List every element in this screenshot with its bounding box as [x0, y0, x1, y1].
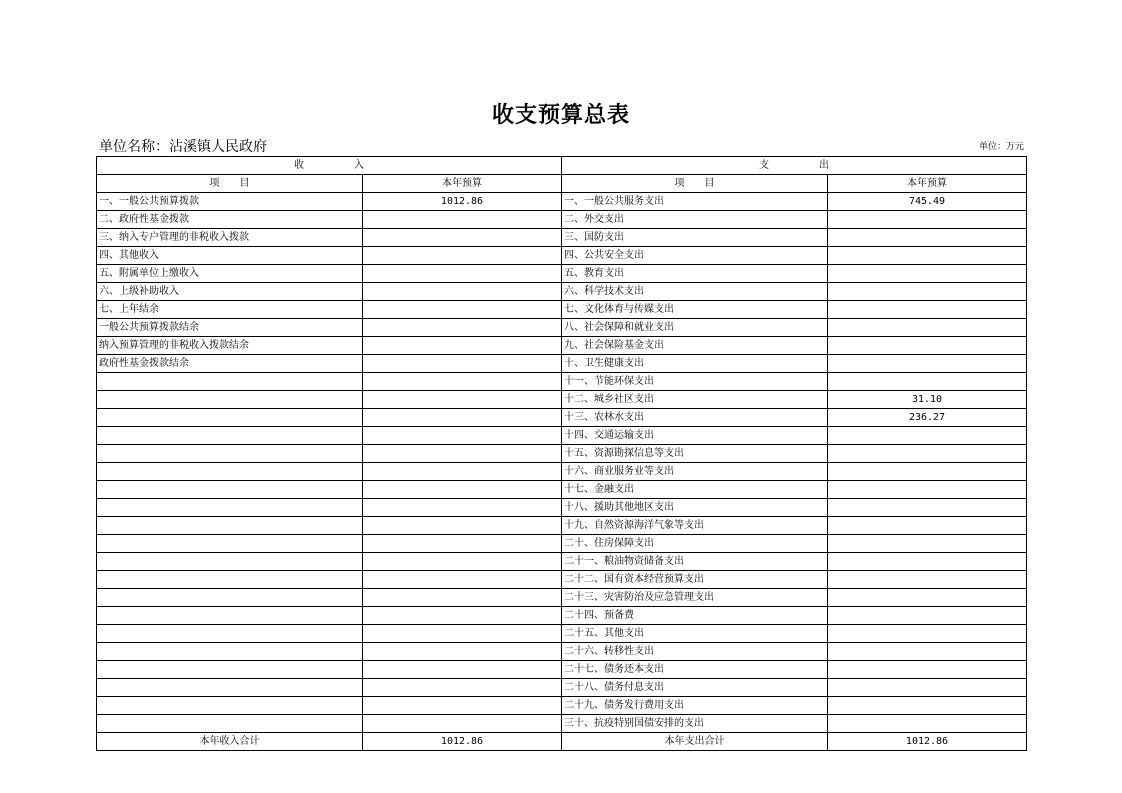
- income-value-cell: [363, 517, 562, 535]
- income-value-cell: [363, 283, 562, 301]
- expense-header: 支 出: [562, 157, 1027, 175]
- total-income-value: 1012.86: [363, 733, 562, 751]
- income-item-cell: [97, 373, 363, 391]
- income-item-cell: [97, 679, 363, 697]
- table-row: [97, 589, 1027, 607]
- income-value-cell: [363, 589, 562, 607]
- income-item-cell: [97, 571, 363, 589]
- income-value-cell: [363, 661, 562, 679]
- income-value-cell: [363, 499, 562, 517]
- income-value-cell: [363, 607, 562, 625]
- table-row: [97, 643, 1027, 661]
- income-item-cell: [97, 517, 363, 535]
- expense-value-cell: [828, 247, 1027, 265]
- table-row: [97, 265, 1027, 283]
- expense-item-cell: 六、科学技术支出: [562, 283, 828, 301]
- expense-item-cell: 十九、自然资源海洋气象等支出: [562, 517, 828, 535]
- expense-value-cell: [828, 265, 1027, 283]
- income-item-cell: 政府性基金拨款结余: [97, 355, 363, 373]
- expense-item-cell: 二十五、其他支出: [562, 625, 828, 643]
- expense-value-cell: [828, 571, 1027, 589]
- income-item-cell: [97, 589, 363, 607]
- income-item-cell: 纳入预算管理的非税收入拨款结余: [97, 337, 363, 355]
- expense-item-header: 项 目: [562, 175, 828, 193]
- income-value-cell: [363, 625, 562, 643]
- expense-item-cell: 十、卫生健康支出: [562, 355, 828, 373]
- table-row: [97, 463, 1027, 481]
- expense-item-cell: 二十二、国有资本经营预算支出: [562, 571, 828, 589]
- table-row: [97, 481, 1027, 499]
- table-row: [97, 409, 1027, 427]
- expense-item-cell: 十二、城乡社区支出: [562, 391, 828, 409]
- unit-label: 单位：万元: [978, 142, 1024, 152]
- income-item-cell: [97, 445, 363, 463]
- totals-row: [97, 733, 1027, 751]
- income-item-cell: [97, 661, 363, 679]
- expense-value-cell: 236.27: [828, 409, 1027, 427]
- expense-item-cell: 十四、交通运输支出: [562, 427, 828, 445]
- income-item-cell: [97, 427, 363, 445]
- income-item-cell: [97, 409, 363, 427]
- expense-item-cell: 二十三、灾害防治及应急管理支出: [562, 589, 828, 607]
- income-value-cell: [363, 697, 562, 715]
- expense-value-cell: [828, 679, 1027, 697]
- table-row: [97, 679, 1027, 697]
- income-value-cell: [363, 247, 562, 265]
- table-row: [97, 661, 1027, 679]
- expense-value-cell: [828, 301, 1027, 319]
- income-value-cell: [363, 445, 562, 463]
- expense-item-cell: 二十四、预备费: [562, 607, 828, 625]
- expense-item-cell: 十八、援助其他地区支出: [562, 499, 828, 517]
- income-value-cell: [363, 211, 562, 229]
- total-expense-label: 本年支出合计: [562, 733, 828, 751]
- income-item-header: 项 目: [97, 175, 363, 193]
- table-row: [97, 607, 1027, 625]
- expense-value-cell: [828, 535, 1027, 553]
- expense-item-cell: 十六、商业服务业等支出: [562, 463, 828, 481]
- income-value-cell: [363, 715, 562, 733]
- expense-item-cell: 四、公共安全支出: [562, 247, 828, 265]
- income-value-cell: [363, 265, 562, 283]
- income-item-cell: 七、上年结余: [97, 301, 363, 319]
- expense-item-cell: 七、文化体育与传媒支出: [562, 301, 828, 319]
- income-value-cell: [363, 301, 562, 319]
- expense-value-cell: [828, 661, 1027, 679]
- table-body: [97, 157, 1027, 751]
- income-value-cell: [363, 571, 562, 589]
- income-item-cell: [97, 535, 363, 553]
- total-expense-value: 1012.86: [828, 733, 1027, 751]
- income-item-cell: 六、上级补助收入: [97, 283, 363, 301]
- income-item-cell: [97, 463, 363, 481]
- expense-item-cell: 十一、节能环保支出: [562, 373, 828, 391]
- income-item-cell: 三、纳入专户管理的非税收入拨款: [97, 229, 363, 247]
- table-row: [97, 499, 1027, 517]
- expense-value-cell: [828, 283, 1027, 301]
- expense-value-cell: [828, 463, 1027, 481]
- expense-value-cell: [828, 643, 1027, 661]
- income-item-cell: [97, 643, 363, 661]
- expense-value-cell: [828, 625, 1027, 643]
- expense-item-cell: 二十九、债务发行费用支出: [562, 697, 828, 715]
- table-row: [97, 445, 1027, 463]
- table-row: [97, 427, 1027, 445]
- income-value-cell: [363, 535, 562, 553]
- income-budget-header: 本年预算: [363, 175, 562, 193]
- income-item-cell: 五、附属单位上缴收入: [97, 265, 363, 283]
- expense-item-cell: 二十七、债务还本支出: [562, 661, 828, 679]
- income-item-cell: 二、政府性基金拨款: [97, 211, 363, 229]
- section-header-row: [97, 157, 1027, 175]
- expense-value-cell: [828, 607, 1027, 625]
- table-row: [97, 229, 1027, 247]
- income-value-cell: [363, 373, 562, 391]
- expense-item-cell: 二十六、转移性支出: [562, 643, 828, 661]
- income-item-cell: [97, 697, 363, 715]
- expense-value-cell: [828, 337, 1027, 355]
- table-row: [97, 517, 1027, 535]
- income-item-cell: [97, 715, 363, 733]
- income-item-cell: [97, 481, 363, 499]
- table-row: [97, 373, 1027, 391]
- expense-item-cell: 十三、农林水支出: [562, 409, 828, 427]
- expense-value-cell: [828, 589, 1027, 607]
- income-value-cell: 1012.86: [363, 193, 562, 211]
- table-row: [97, 319, 1027, 337]
- unit-name: 单位名称：沾溪镇人民政府: [99, 139, 267, 155]
- income-value-cell: [363, 679, 562, 697]
- table-row: [97, 283, 1027, 301]
- expense-budget-header: 本年预算: [828, 175, 1027, 193]
- income-item-cell: [97, 625, 363, 643]
- expense-value-cell: [828, 211, 1027, 229]
- income-value-cell: [363, 481, 562, 499]
- expense-item-cell: 三十、抗疫特别国债安排的支出: [562, 715, 828, 733]
- expense-item-cell: 十五、资源勘探信息等支出: [562, 445, 828, 463]
- table-row: [97, 301, 1027, 319]
- income-item-cell: [97, 607, 363, 625]
- table-row: [97, 355, 1027, 373]
- table-row: [97, 247, 1027, 265]
- income-value-cell: [363, 229, 562, 247]
- income-value-cell: [363, 319, 562, 337]
- income-value-cell: [363, 553, 562, 571]
- expense-value-cell: [828, 499, 1027, 517]
- income-item-cell: 四、其他收入: [97, 247, 363, 265]
- expense-item-cell: 五、教育支出: [562, 265, 828, 283]
- table-row: [97, 553, 1027, 571]
- budget-table: [96, 156, 1027, 751]
- expense-value-cell: [828, 481, 1027, 499]
- income-item-cell: [97, 499, 363, 517]
- expense-value-cell: [828, 445, 1027, 463]
- table-row: [97, 337, 1027, 355]
- expense-item-cell: 二十一、粮油物资储备支出: [562, 553, 828, 571]
- income-value-cell: [363, 355, 562, 373]
- expense-value-cell: [828, 517, 1027, 535]
- expense-value-cell: [828, 355, 1027, 373]
- expense-item-cell: 一、一般公共服务支出: [562, 193, 828, 211]
- expense-item-cell: 九、社会保险基金支出: [562, 337, 828, 355]
- expense-value-cell: [828, 319, 1027, 337]
- table-row: [97, 697, 1027, 715]
- income-item-cell: 一、一般公共预算拨款: [97, 193, 363, 211]
- income-value-cell: [363, 391, 562, 409]
- table-row: [97, 571, 1027, 589]
- income-value-cell: [363, 409, 562, 427]
- table-row: [97, 535, 1027, 553]
- income-item-cell: 一般公共预算拨款结余: [97, 319, 363, 337]
- expense-item-cell: 二、外交支出: [562, 211, 828, 229]
- expense-item-cell: 二十、住房保障支出: [562, 535, 828, 553]
- expense-item-cell: 三、国防支出: [562, 229, 828, 247]
- income-value-cell: [363, 463, 562, 481]
- expense-value-cell: 745.49: [828, 193, 1027, 211]
- column-header-row: [97, 175, 1027, 193]
- total-income-label: 本年收入合计: [97, 733, 363, 751]
- expense-value-cell: [828, 427, 1027, 445]
- income-value-cell: [363, 643, 562, 661]
- table-row: [97, 193, 1027, 211]
- expense-value-cell: [828, 715, 1027, 733]
- income-value-cell: [363, 337, 562, 355]
- table-row: [97, 625, 1027, 643]
- income-header: 收 入: [97, 157, 562, 175]
- expense-value-cell: [828, 229, 1027, 247]
- table-row: [97, 211, 1027, 229]
- table-row: [97, 391, 1027, 409]
- income-value-cell: [363, 427, 562, 445]
- expense-value-cell: [828, 373, 1027, 391]
- income-item-cell: [97, 391, 363, 409]
- page-title: 收支预算总表: [491, 102, 630, 128]
- expense-item-cell: 八、社会保障和就业支出: [562, 319, 828, 337]
- expense-value-cell: [828, 697, 1027, 715]
- expense-value-cell: [828, 553, 1027, 571]
- expense-item-cell: 十七、金融支出: [562, 481, 828, 499]
- income-item-cell: [97, 553, 363, 571]
- table-row: [97, 715, 1027, 733]
- expense-value-cell: 31.10: [828, 391, 1027, 409]
- expense-item-cell: 二十八、债务付息支出: [562, 679, 828, 697]
